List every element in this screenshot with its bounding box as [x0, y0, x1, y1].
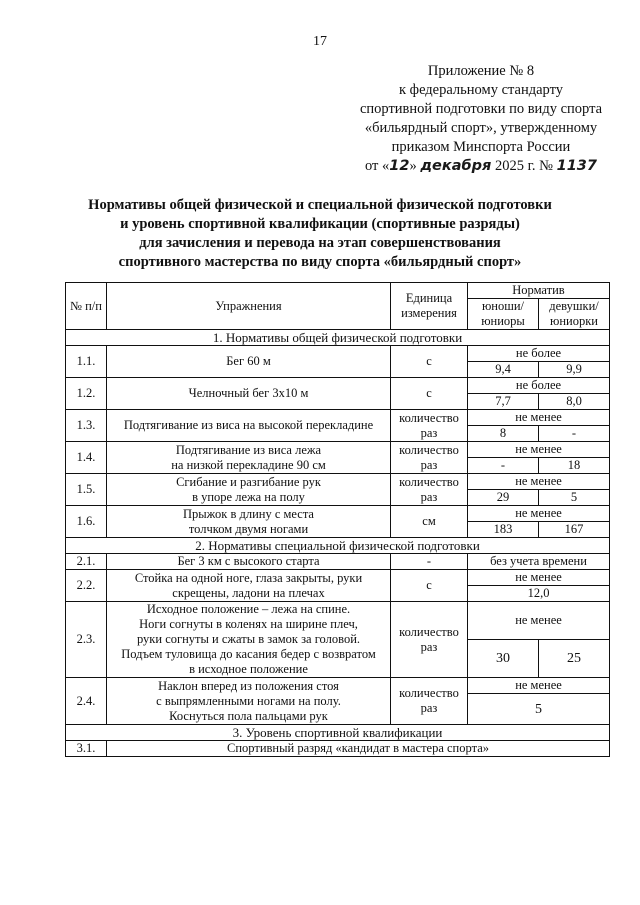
unit-cell: с: [391, 346, 468, 378]
header-unit: Единица измерения: [391, 283, 468, 330]
order-day: 12: [389, 158, 410, 174]
unit-cell: количество раз: [391, 442, 468, 474]
appendix-title: Приложение № 8: [427, 63, 535, 79]
norm-condition: не менее: [468, 474, 610, 490]
row-number: 1.3.: [66, 410, 107, 442]
row-number: 2.4.: [66, 678, 107, 725]
unit-cell: -: [391, 554, 468, 570]
appendix-line: «бильярдный спорт», утвержденному: [364, 120, 598, 136]
value-both: 5: [468, 694, 610, 725]
value-girls: 8,0: [539, 394, 610, 410]
value-boys: 183: [468, 522, 539, 538]
value-girls: 5: [539, 490, 610, 506]
exercise-name: Бег 3 км с высокого старта: [107, 554, 391, 570]
exercise-name: Подтягивание из виса лежа на низкой перекладине 90 см: [107, 442, 391, 474]
order-sep: »: [409, 158, 417, 174]
section-heading: 2. Нормативы специальной физической подготовки: [66, 538, 610, 554]
appendix-line: спортивной подготовки по виду спорта: [359, 101, 603, 117]
order-from: от «: [365, 158, 390, 174]
norm-condition: не менее: [468, 570, 610, 586]
row-number: 2.3.: [66, 602, 107, 678]
title-line: спортивного мастерства по виду спорта «бильярдный спорт»: [118, 254, 522, 270]
norm-condition: не более: [468, 346, 610, 362]
header-num: № п/п: [66, 283, 107, 330]
unit-cell: с: [391, 570, 468, 602]
value-both: 12,0: [468, 586, 610, 602]
norm-condition: не более: [468, 378, 610, 394]
order-month: декабря: [420, 158, 492, 174]
norms-table: [65, 282, 610, 757]
value-boys: 7,7: [468, 394, 539, 410]
row-number: 2.1.: [66, 554, 107, 570]
exercise-name: Наклон вперед из положения стоя с выпрямленными ногами на полу. Коснуться пола пальцами рук: [107, 678, 391, 725]
appendix-line: приказом Минспорта России: [391, 139, 571, 155]
exercise-name: Челночный бег 3х10 м: [107, 378, 391, 410]
norm-condition: не менее: [468, 442, 610, 458]
value-girls: 9,9: [539, 362, 610, 378]
norm-condition: не менее: [468, 410, 610, 426]
order-number: 1137: [556, 158, 597, 174]
exercise-name: Бег 60 м: [107, 346, 391, 378]
unit-cell: количество раз: [391, 410, 468, 442]
value-girls: 18: [539, 458, 610, 474]
exercise-name: Исходное положение – лежа на спине. Ноги согнуты в коленях на ширине плеч, руки согнуты и сжаты в замок за головой. Подъем туловища до касания бедер с возвратом в исходное положение: [107, 602, 391, 678]
row-number: 1.2.: [66, 378, 107, 410]
norm-condition: не менее: [468, 602, 610, 640]
row-number: 1.1.: [66, 346, 107, 378]
row-number: 1.4.: [66, 442, 107, 474]
order-year: 2025 г. №: [494, 158, 553, 174]
exercise-name: Подтягивание из виса на высокой перекладине: [107, 410, 391, 442]
row-number: 3.1.: [66, 741, 107, 757]
exercise-name: Стойка на одной ноге, глаза закрыты, руки скрещены, ладони на плечах: [107, 570, 391, 602]
row-number: 2.2.: [66, 570, 107, 602]
norm-condition: не менее: [468, 678, 610, 694]
norm-condition: без учета времени: [468, 554, 610, 570]
header-exercise: Упражнения: [107, 283, 391, 330]
norm-condition: не менее: [468, 506, 610, 522]
row-number: 1.6.: [66, 506, 107, 538]
unit-cell: с: [391, 378, 468, 410]
page-number: 17: [313, 34, 327, 49]
header-girls: девушки/ юниорки: [539, 299, 610, 330]
qualification-name: Спортивный разряд «кандидат в мастера спорта»: [107, 741, 610, 757]
section-heading: 1. Нормативы общей физической подготовки: [66, 330, 610, 346]
value-boys: 8: [468, 426, 539, 442]
title-line: Нормативы общей физической и специальной физической подготовки: [88, 197, 552, 213]
value-boys: -: [468, 458, 539, 474]
title-line: для зачисления и перевода на этап совершенствования: [139, 235, 501, 251]
row-number: 1.5.: [66, 474, 107, 506]
value-boys: 29: [468, 490, 539, 506]
order-date-line: [350, 157, 612, 176]
section-heading: 3. Уровень спортивной квалификации: [66, 725, 610, 741]
value-girls: 167: [539, 522, 610, 538]
title-line: и уровень спортивной квалификации (спортивные разряды): [120, 216, 520, 232]
document-title: [0, 196, 640, 272]
exercise-name: Прыжок в длину с места толчком двумя ногами: [107, 506, 391, 538]
exercise-name: Сгибание и разгибание рук в упоре лежа на полу: [107, 474, 391, 506]
header-boys: юноши/ юниоры: [468, 299, 539, 330]
unit-cell: количество раз: [391, 678, 468, 725]
value-girls: 25: [539, 640, 610, 678]
appendix-header: [350, 62, 612, 176]
value-boys: 9,4: [468, 362, 539, 378]
value-girls: -: [539, 426, 610, 442]
unit-cell: количество раз: [391, 474, 468, 506]
unit-cell: см: [391, 506, 468, 538]
unit-cell: количество раз: [391, 602, 468, 678]
appendix-line: к федеральному стандарту: [399, 82, 563, 98]
header-norm: Норматив: [468, 283, 610, 299]
value-boys: 30: [468, 640, 539, 678]
